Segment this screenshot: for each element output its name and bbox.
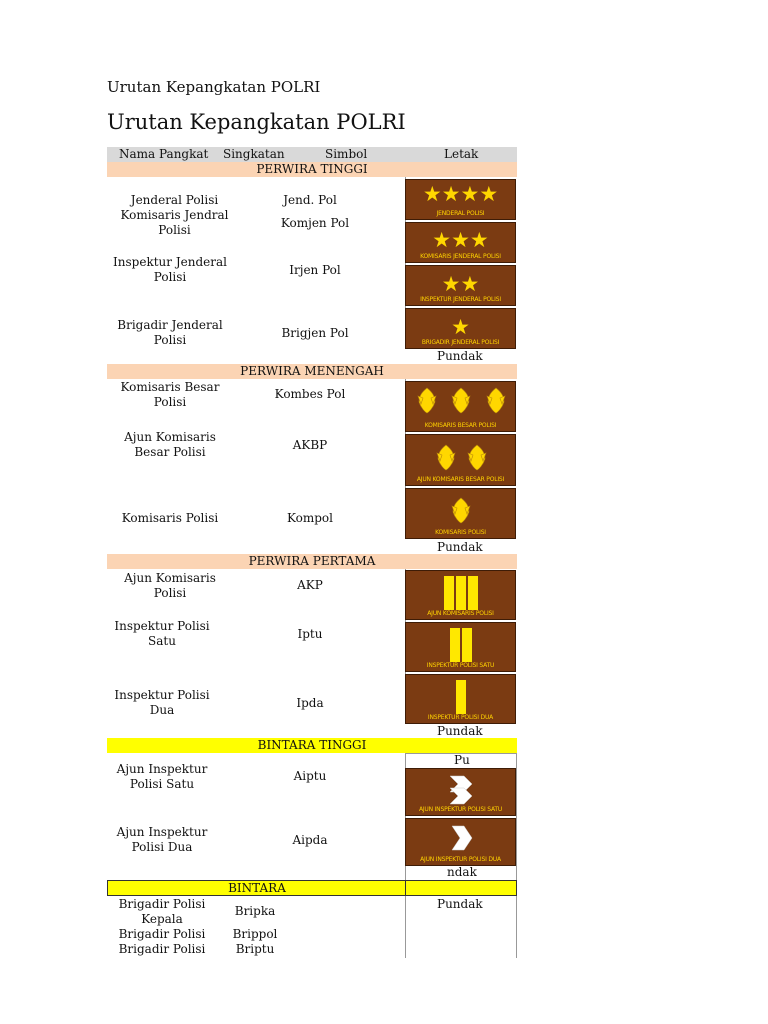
column-divider xyxy=(405,896,406,958)
section-bintara xyxy=(107,880,517,896)
badge-caption: KOMISARIS POLISI xyxy=(435,529,486,536)
rank-abbr: Brigjen Pol xyxy=(281,326,349,340)
melati-icon-row xyxy=(406,441,517,475)
star-icon: ★ xyxy=(451,315,470,339)
letak-pundak: Pundak xyxy=(437,349,483,363)
bar-icon xyxy=(406,680,515,718)
rank-name: Brigadir Jenderal xyxy=(117,318,223,332)
badge-caption: AJUN INSPEKTUR POLISI DUA xyxy=(420,856,501,863)
letak-pundak: Pundak xyxy=(437,540,483,554)
rank-name: Komisaris Besar xyxy=(120,380,220,394)
star-icon-row: ★★★ xyxy=(432,228,489,252)
rank-name: Jenderal Polisi xyxy=(130,193,219,207)
rank-abbr: Bripka xyxy=(234,904,276,918)
section-bintara-label: BINTARA xyxy=(228,881,286,895)
badge-caption: JENDERAL POLISI xyxy=(436,210,485,217)
rank-name: Polisi xyxy=(153,395,187,409)
bar-icon-row xyxy=(406,628,515,666)
header-singkatan: Singkatan xyxy=(223,147,285,161)
rank-abbr: Aiptu xyxy=(293,769,327,783)
insignia-inspektur-polisi-dua xyxy=(405,674,516,724)
insignia-ajun-komisaris-polisi xyxy=(405,570,516,620)
insignia-inspektur-jenderal xyxy=(405,265,516,306)
rank-abbr: Brippol xyxy=(232,927,278,941)
rank-name: Polisi Satu xyxy=(129,777,195,791)
badge-caption: INSPEKTUR POLISI DUA xyxy=(427,714,494,721)
rank-name: Inspektur Polisi xyxy=(114,619,210,633)
rank-name: Polisi xyxy=(153,333,187,347)
rank-name: Ajun Komisaris xyxy=(124,430,216,444)
letak-pu: Pu xyxy=(454,753,470,767)
header-simbol: Simbol xyxy=(325,147,368,161)
melati-icon-row xyxy=(406,385,517,419)
rank-abbr: Kombes Pol xyxy=(274,387,346,401)
rank-name: Brigadir Polisi xyxy=(118,927,206,941)
insignia-komisaris-polisi xyxy=(405,488,516,539)
section-perwira-menengah: PERWIRA MENENGAH xyxy=(107,364,517,379)
rank-name: Brigadir Polisi xyxy=(118,897,206,911)
document-title: Urutan Kepangkatan POLRI xyxy=(107,110,406,134)
rank-abbr: Jend. Pol xyxy=(283,193,337,207)
star-icon-row: ★★ xyxy=(441,272,480,296)
rank-abbr: AKBP xyxy=(292,438,328,452)
rank-name: Ajun Inspektur xyxy=(116,825,208,839)
chevron-double-icon xyxy=(406,772,517,808)
rank-abbr: Ipda xyxy=(296,696,324,710)
insignia-ajun-komisaris-besar xyxy=(405,434,516,486)
insignia-komisaris-jenderal xyxy=(405,222,516,263)
rank-name: Kepala xyxy=(141,912,183,926)
rank-abbr: Kompol xyxy=(287,511,333,525)
column-border-right xyxy=(516,896,517,958)
rank-name: Inspektur Polisi xyxy=(114,688,210,702)
section-perwira-tinggi: PERWIRA TINGGI xyxy=(107,162,517,177)
insignia-ajun-inspektur-polisi-satu xyxy=(405,768,516,816)
rank-name: Polisi xyxy=(153,270,187,284)
badge-caption: AJUN KOMISARIS BESAR POLISI xyxy=(416,476,505,483)
insignia-komisaris-besar xyxy=(405,381,516,432)
melati-icon xyxy=(406,494,517,528)
rank-abbr: Aipda xyxy=(292,833,328,847)
letak-pundak: Pundak xyxy=(437,724,483,738)
bar-icon-row xyxy=(406,576,515,614)
section-bintara-tinggi: BINTARA TINGGI xyxy=(107,738,517,753)
insignia-jenderal-polisi xyxy=(405,179,516,220)
letak-pundak: Pundak xyxy=(437,897,483,911)
rank-abbr: Irjen Pol xyxy=(289,263,341,277)
badge-caption: KOMISARIS JENDERAL POLISI xyxy=(420,253,501,260)
header-letak: Letak xyxy=(444,147,479,161)
rank-name: Polisi xyxy=(153,586,187,600)
badge-caption: AJUN KOMISARIS POLISI xyxy=(427,610,494,617)
rank-name: Polisi xyxy=(158,223,191,237)
rank-abbr: Iptu xyxy=(297,627,323,641)
badge-caption: INSPEKTUR POLISI SATU xyxy=(426,662,495,669)
header-nama-pangkat: Nama Pangkat xyxy=(119,147,209,161)
rank-abbr: Komjen Pol xyxy=(280,216,350,230)
rank-name: Ajun Inspektur xyxy=(116,762,208,776)
badge-caption: KOMISARIS BESAR POLISI xyxy=(424,422,497,429)
insignia-inspektur-polisi-satu xyxy=(405,622,516,672)
rank-name: Besar Polisi xyxy=(134,445,206,459)
badge-caption: INSPEKTUR JENDERAL POLISI xyxy=(420,296,501,303)
cell-border xyxy=(405,880,406,896)
document-title-small: Urutan Kepangkatan POLRI xyxy=(107,78,321,96)
badge-caption: BRIGADIR JENDERAL POLISI xyxy=(421,339,500,346)
rank-abbr: Briptu xyxy=(235,942,275,956)
insignia-brigadir-jenderal xyxy=(405,308,516,349)
rank-name: Dua xyxy=(149,703,175,717)
letak-ndak: ndak xyxy=(447,865,477,879)
rank-name: Inspektur Jenderal xyxy=(113,255,227,269)
star-icon-row: ★★★★ xyxy=(422,182,499,206)
table-header xyxy=(107,147,517,162)
rank-name: Komisaris Jendral xyxy=(120,208,229,222)
badge-caption: AJUN INSPEKTUR POLISI SATU xyxy=(418,806,503,813)
rank-name: Brigadir Polisi xyxy=(118,942,206,956)
rank-abbr: AKP xyxy=(297,578,323,592)
rank-name: Polisi Dua xyxy=(131,840,193,854)
chevron-icon xyxy=(406,822,517,858)
rank-name: Ajun Komisaris xyxy=(124,571,216,585)
rank-name: Satu xyxy=(148,634,176,648)
rank-name: Komisaris Polisi xyxy=(121,511,219,525)
insignia-ajun-inspektur-polisi-dua xyxy=(405,818,516,866)
section-perwira-pertama: PERWIRA PERTAMA xyxy=(107,554,517,569)
